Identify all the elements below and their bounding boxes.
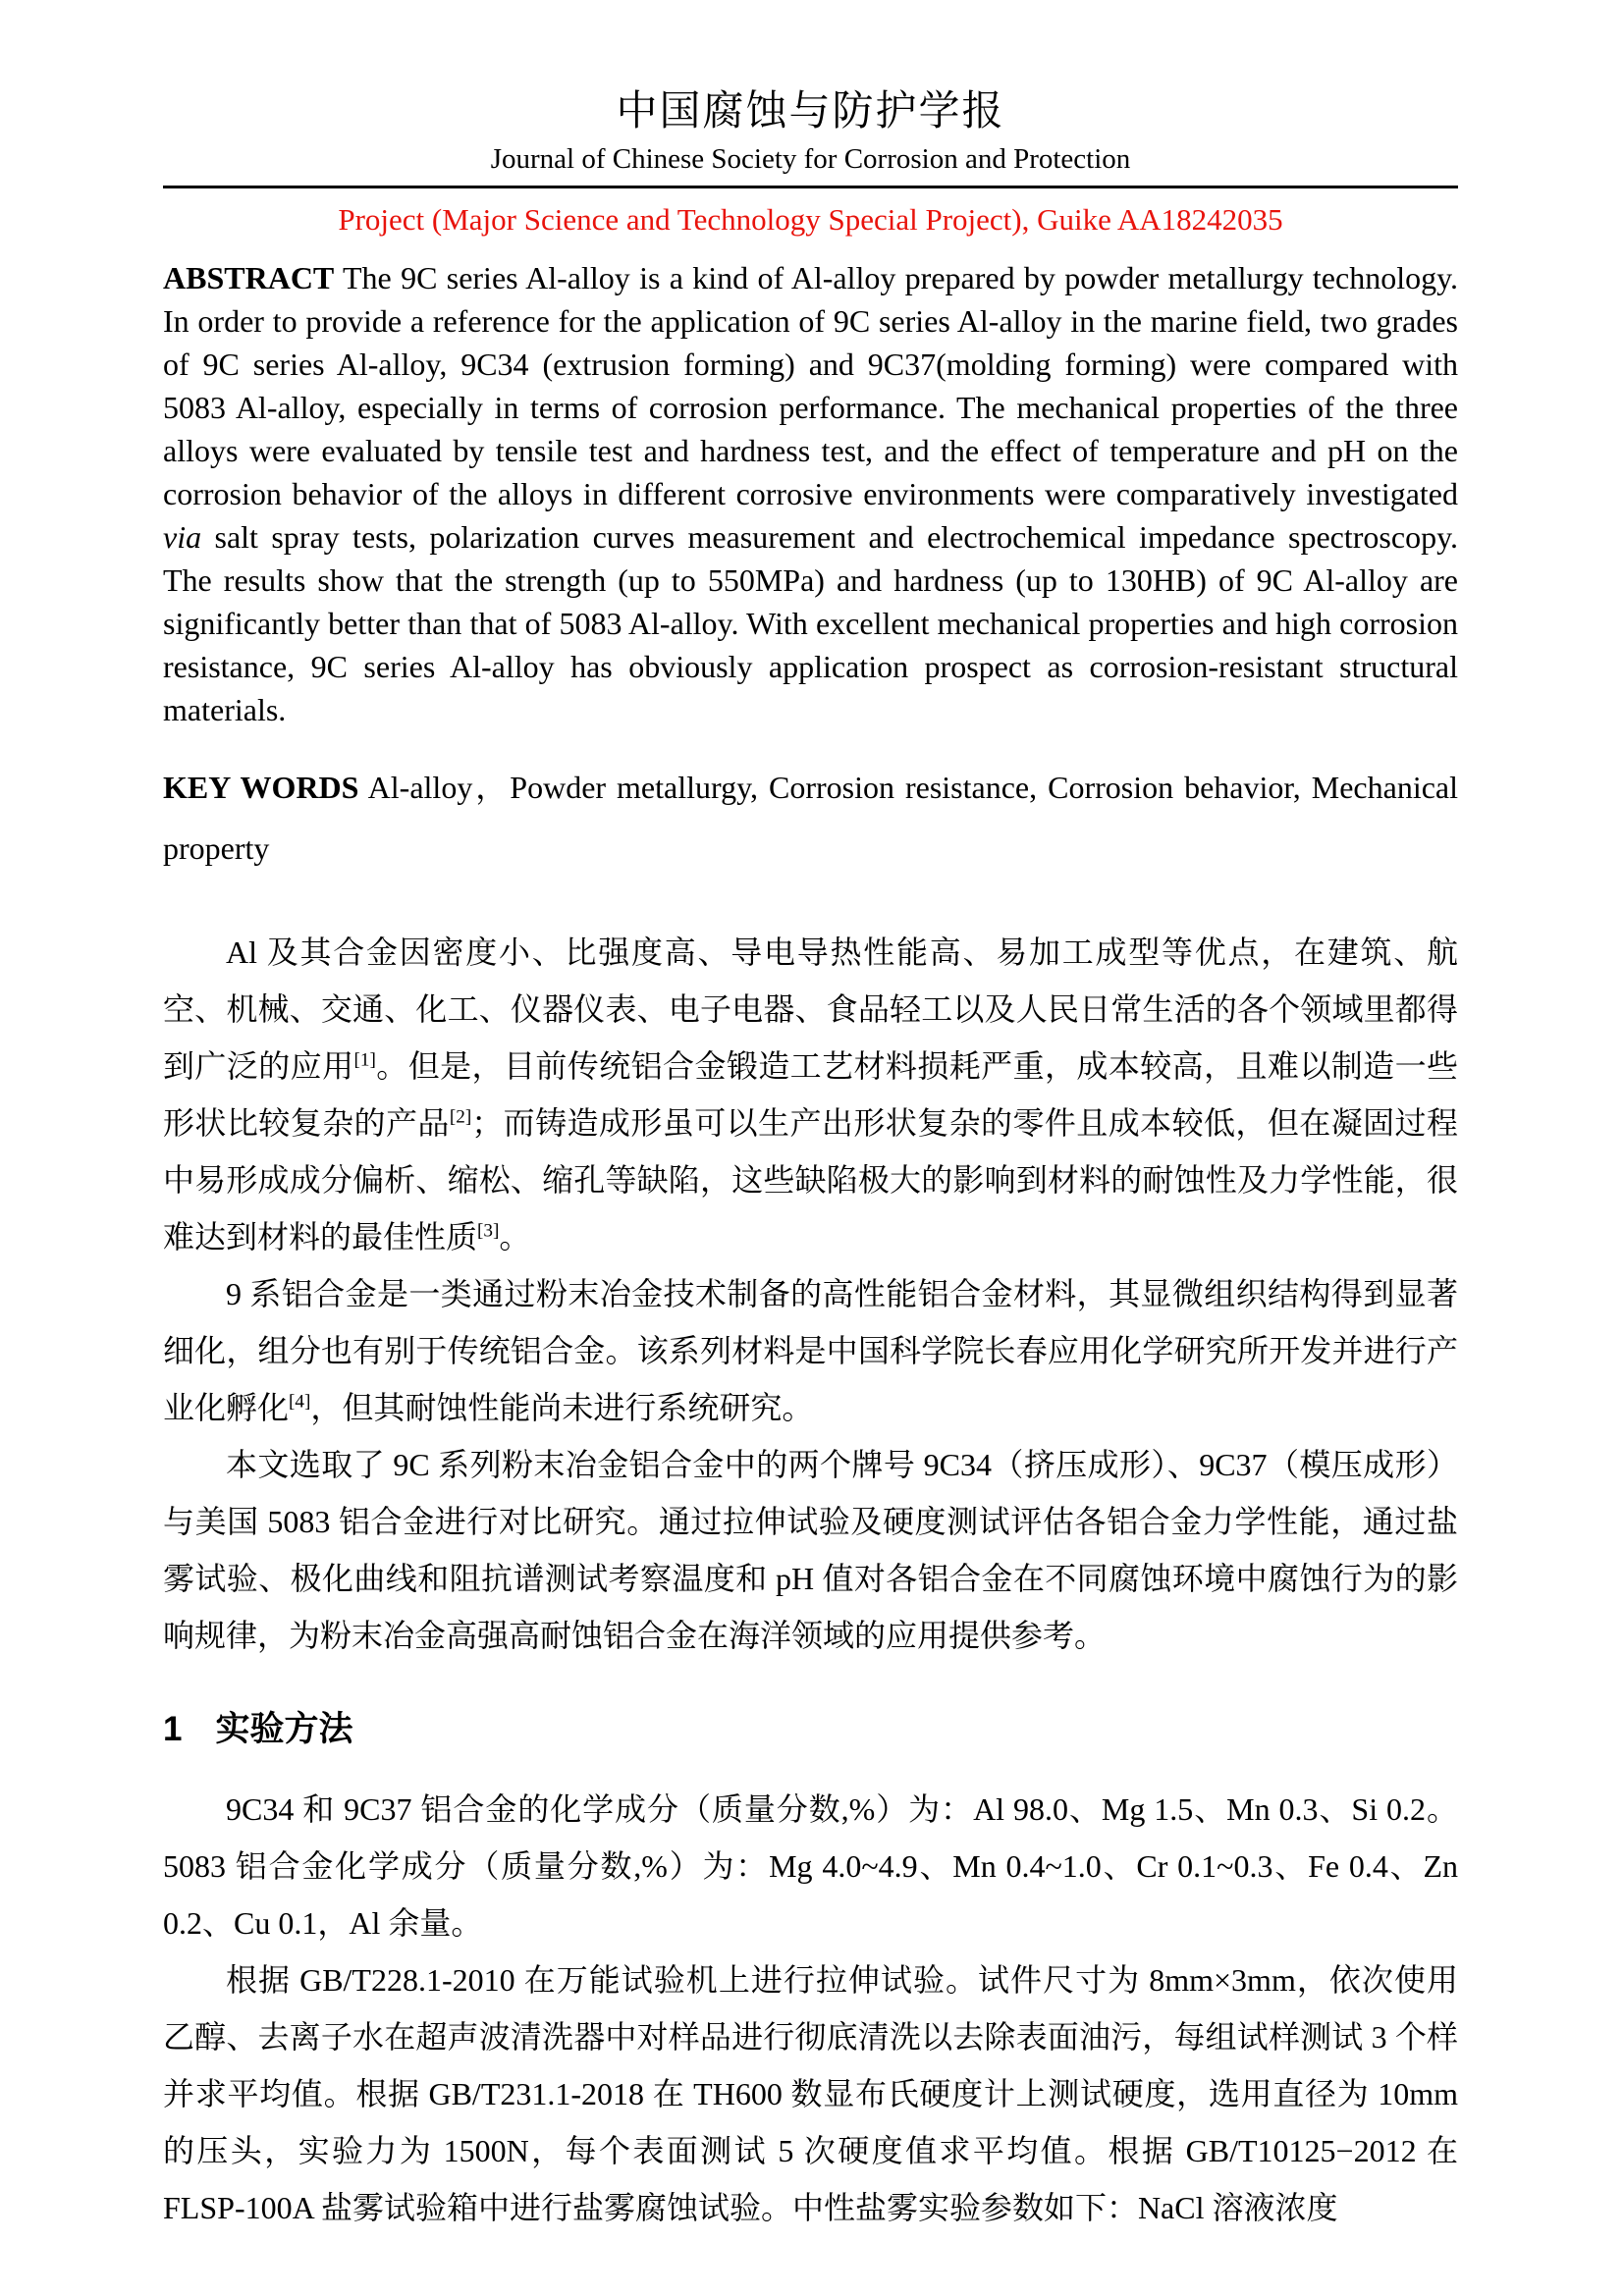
intro-paragraph-1: Al 及其合金因密度小、比强度高、导电导热性能高、易加工成型等优点，在建筑、航空、机械、交通、化工、仪器仪表、电子电器、食品轻工以及人民日常生活的各个领域里都得到广泛的应用[1]。但是，目前传统铝合金锻造工艺材料损耗严重，成本较高，且难以制造一些形状比较复杂的产品[2]；而铸造成形虽可以生产出形状复杂的零件且成本较低，但在凝固过程中易形成成分偏析、缩松、缩孔等缺陷，这些缺陷极大的影响到材料的耐蚀性及力学性能，很难达到材料的最佳性质[3]。 <box>163 934 1458 1255</box>
keywords-paragraph <box>163 757 1458 879</box>
abstract-text: The 9C series Al-alloy is a kind of Al-alloy prepared by powder metallurgy technology. In order to provide a reference for the application of 9C series Al-alloy in the marine field, two grades of 9C series Al-alloy, 9C34 (extrusion forming) and 9C37(molding forming) were compared with 5083 Al-alloy, especially in terms of corrosion performance. The mechanical properties of the three alloys were evaluated by tensile test and hardness test, and the effect of temperature and pH on the corrosion behavior of the alloys in different corrosive environments were comparatively investigated via salt spray tests, polarization curves measurement and electrochemical impedance spectroscopy. The results show that the strength (up to 550MPa) and hardness (up to 130HB) of 9C Al-alloy are significantly better than that of 5083 Al-alloy. With excellent mechanical properties and high corrosion resistance, 9C series Al-alloy has obviously application prospect as corrosion-resistant structural materials. <box>163 259 1458 727</box>
journal-title-chinese: 中国腐蚀与防护学报 <box>616 89 1005 134</box>
funding-project-line: Project (Major Science and Technology Special Project), Guike AA18242035 <box>338 202 1283 238</box>
keywords-label: KEY WORDS <box>163 769 359 805</box>
section-1-title: 实验方法 <box>215 1709 353 1748</box>
journal-title-english: Journal of Chinese Society for Corrosion and Protection <box>490 142 1131 175</box>
section-1-number: 1 <box>163 1709 183 1748</box>
section-1-paragraph-2: 根据 GB/T228.1-2010 在万能试验机上进行拉伸试验。试件尺寸为 8mm×3mm，依次使用乙醇、去离子水在超声波清洗器中对样品进行彻底清洗以去除表面油污，每组试样测试 3 个样并求平均值。根据 GB/T231.1-2018 在 TH600 数显布氏硬度计上测试硬度，选用直径为 10mm 的压头，实验力为 1500N，每个表面测试 5 次硬度值求平均值。根据 GB/T10125−2012 在 FLSP-100A 盐雾试验箱中进行盐雾腐蚀试验。中性盐雾实验参数如下：NaCl 溶液浓度 <box>163 1962 1458 2226</box>
intro-paragraph-3: 本文选取了 9C 系列粉末冶金铝合金中的两个牌号 9C34（挤压成形）、9C37（模压成形）与美国 5083 铝合金进行对比研究。通过拉伸试验及硬度测试评估各铝合金力学性能，通过盐雾试验、极化曲线和阻抗谱测试考察温度和 pH 值对各铝合金在不同腐蚀环境中腐蚀行为的影响规律，为粉末冶金高强高耐蚀铝合金在海洋领域的应用提供参考。 <box>163 1446 1458 1653</box>
intro-paragraph-2: 9 系铝合金是一类通过粉末冶金技术制备的高性能铝合金材料，其显微组织结构得到显著细化，组分也有别于传统铝合金。该系列材料是中国科学院长春应用化学研究所开发并进行产业化孵化[4]，但其耐蚀性能尚未进行系统研究。 <box>163 1275 1458 1425</box>
abstract-label: ABSTRACT <box>163 259 335 295</box>
header-rule <box>163 186 1458 188</box>
section-1-paragraph-1: 9C34 和 9C37 铝合金的化学成分（质量分数,%）为：Al 98.0、Mg 1.5、Mn 0.3、Si 0.2。5083 铝合金化学成分（质量分数,%）为：Mg 4.0~4.9、Mn 0.4~1.0、Cr 0.1~0.3、Fe 0.4、Zn 0.2、Cu 0.1，Al 余量。 <box>163 1791 1458 1942</box>
section-1-heading <box>163 1707 1458 1752</box>
abstract-paragraph <box>163 256 1458 731</box>
introduction-block <box>163 924 1458 1664</box>
section-1-body <box>163 1781 1458 2236</box>
keywords-text: Al-alloy，Powder metallurgy, Corrosion resistance, Corrosion behavior, Mechanical property <box>163 769 1459 866</box>
